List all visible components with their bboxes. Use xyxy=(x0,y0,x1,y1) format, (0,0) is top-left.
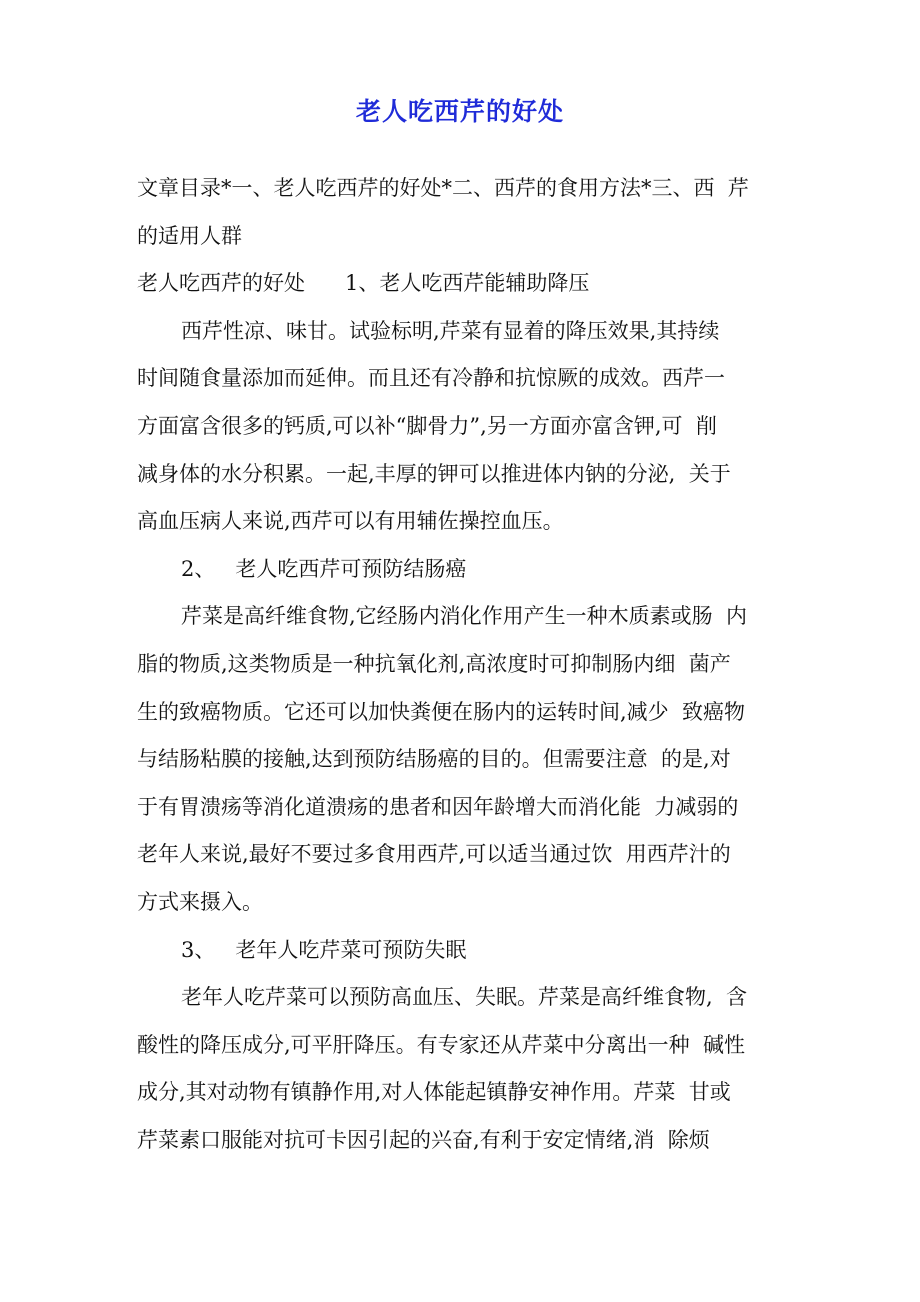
text-line: 高血压病人来说,西芹可以有用辅佐操控血压。 xyxy=(137,509,564,534)
page-title: 老人吃西芹的好处 xyxy=(355,97,564,126)
text-line: 文章目录*一、老人吃西芹的好处*二、西芹的食用方法*三、西 芹 xyxy=(137,176,749,200)
text-line: 方式来摄入。 xyxy=(137,889,263,914)
text-line: 芹菜素口服能对抗可卡因引起的兴奋,有利于安定情绪,消 除烦 xyxy=(137,1127,710,1152)
text-line: 3、 老年人吃芹菜可预防失眠 xyxy=(181,937,467,962)
text-line: 芹菜是高纤维食物,它经肠内消化作用产生一种木质素或肠 内 xyxy=(181,604,748,629)
text-line: 脂的物质,这类物质是一种抗氧化剂,高浓度时可抑制肠内细 菌产 xyxy=(137,651,731,676)
text-line: 与结肠粘膜的接触,达到预防结肠癌的目的。但需要注意 的是,对 xyxy=(137,747,731,772)
text-line: 于有胃溃疡等消化道溃疡的患者和因年龄增大而消化能 力减弱的 xyxy=(137,794,739,819)
text-line: 的适用人群 xyxy=(137,223,242,248)
text-line: 减身体的水分积累。一起,丰厚的钾可以推进体内钠的分泌, 关于 xyxy=(137,461,731,486)
text-line: 老人吃西芹的好处 1、老人吃西芹能辅助降压 xyxy=(137,271,590,296)
text-line: 生的致癌物质。它还可以加快粪便在肠内的运转时间,减少 致癌物 xyxy=(137,699,746,724)
text-line: 2、 老人吃西芹可预防结肠癌 xyxy=(181,556,467,581)
text-line: 老年人吃芹菜可以预防高血压、失眠。芹菜是高纤维食物, 含 xyxy=(181,985,748,1010)
text-line: 老年人来说,最好不要过多食用西芹,可以适当通过饮 用西芹汁的 xyxy=(137,842,731,867)
text-line: 时间随食量添加而延伸。而且还有冷静和抗惊厥的成效。西芹一 xyxy=(137,366,725,391)
text-line: 成分,其对动物有镇静作用,对人体能起镇静安神作用。芹菜 甘或 xyxy=(137,1080,731,1105)
document-body xyxy=(137,165,797,1164)
text-line: 酸性的降压成分,可平肝降压。有专家还从芹菜中分离出一种 碱性 xyxy=(137,1032,746,1057)
text-line: 方面富含很多的钙质,可以补“脚骨力”,另一方面亦富含钾,可 削 xyxy=(137,413,717,438)
text-line: 西芹性凉、味甘。试验标明,芹菜有显着的降压效果,其持续 xyxy=(181,318,720,343)
